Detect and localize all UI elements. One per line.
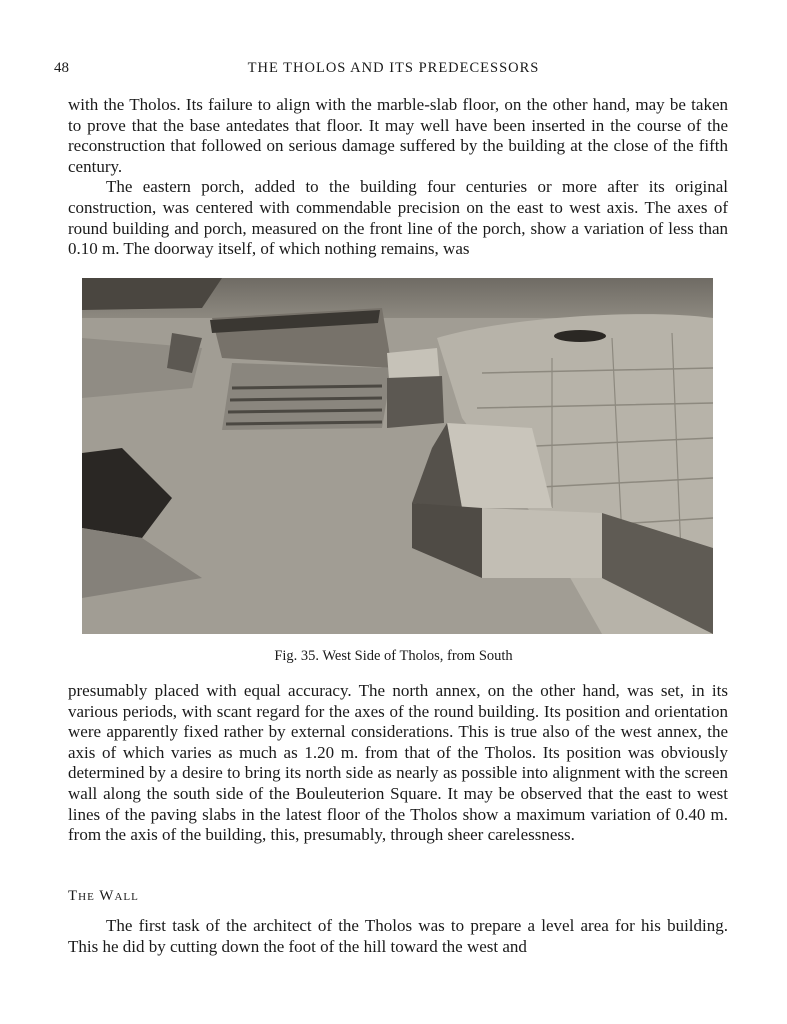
figure-photo [82,278,713,634]
page-header [0,60,787,82]
paragraph: presumably placed with equal accuracy. The north annex, on the other hand, was set, in its various periods, with scant regard for the axes of the round building. Its position and orientation were apparently fixed rather by external considerations. This is true also of the west annex, the axis of which varies as much as 1.20 m. from that of the Tholos. Its position was obviously determined by a desire to bring its north side as nearly as possible into alignment with the screen wall along the south side of the Bouleuterion Square. It may be observed that the east to west lines of the paving slabs in the latest floor of the Tholos show a maximum variation of 0.40 m. from the axis of the building, this, presumably, through sheer carelessness. [68,681,728,845]
page-number: 48 [54,60,69,76]
paragraph: The eastern porch, added to the building four centuries or more after its original construction, was centered with commendable precision on the east to west axis. The axes of round building and porch, measured on the front line of the porch, show a variation of less than 0.10 m. The doorway itself, of which nothing remains, was [68,177,728,259]
paragraph: with the Tholos. Its failure to align with the marble-slab floor, on the other hand, may be taken to prove that the base antedates that floor. It may well have been inserted in the course of the reconstruction that followed on serious damage suffered by the building at the close of the fifth century. [68,95,728,176]
figure-caption: Fig. 35. West Side of Tholos, from South [274,648,513,664]
body-text-middle [68,681,728,846]
paragraph: The first task of the architect of the Tholos was to prepare a level area for his building. This he did by cutting down the foot of the hill toward the west and [68,916,728,956]
section-heading: The Wall [68,888,139,904]
running-title: THE THOLOS AND ITS PREDECESSORS [247,60,540,76]
body-text-bottom [68,916,728,957]
body-text-top [68,95,728,260]
excavation-photo [82,278,713,634]
